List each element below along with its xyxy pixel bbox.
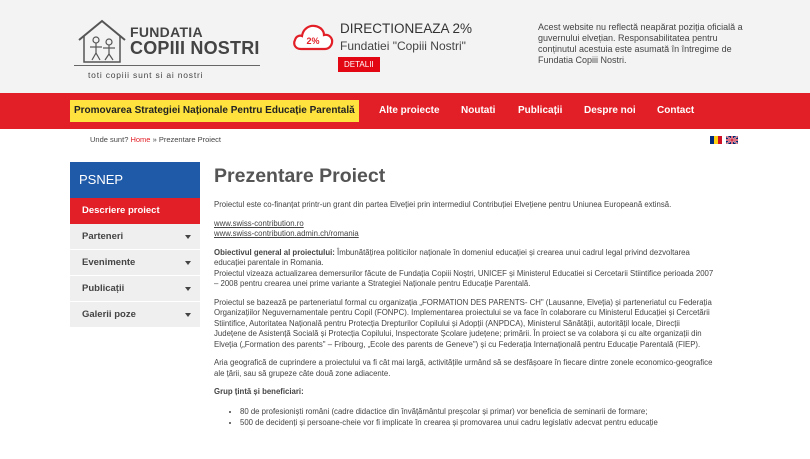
sidebar: [70, 162, 200, 328]
sidebar-item-publicatii[interactable]: [70, 276, 200, 302]
donate-badge: 2%: [306, 36, 320, 46]
sidebar-item-descriere-proiect[interactable]: Descriere proiect: [70, 198, 200, 224]
sidebar-item-galerii-poze[interactable]: [70, 302, 200, 328]
sidebar-item-label: Evenimente: [82, 257, 136, 268]
nav-item-strategie[interactable]: Promovarea Strategiei Naționale Pentru Educație Parentală: [70, 100, 359, 122]
donate-title: DIRECTIONEAZA 2%: [340, 21, 473, 36]
swiss-contribution-ro-link[interactable]: www.swiss-contribution.ro: [214, 218, 304, 228]
nav-item-noutati[interactable]: Noutati: [461, 105, 496, 116]
english-flag-icon[interactable]: [726, 136, 738, 144]
sidebar-item-parteneri[interactable]: [70, 224, 200, 250]
nav-item-alte-proiecte[interactable]: Alte proiecte: [379, 105, 440, 116]
house-children-icon: [76, 18, 128, 64]
breadcrumb-home-link[interactable]: Home: [130, 135, 151, 144]
sidebar-heading: PSNEP: [70, 162, 200, 198]
site-logo[interactable]: [70, 16, 265, 84]
breadcrumb-prefix: Unde sunt?: [90, 135, 129, 144]
caret-down-icon: [185, 261, 191, 265]
caret-down-icon: [185, 313, 191, 317]
site-header: [0, 0, 810, 93]
objective-label: Obiectivul general al proiectului:: [214, 247, 335, 257]
list-item: • 80 de profesioniști români (cadre didactice din învățământul preșcolar și primar) vor beneficia de seminarii de formare;: [240, 406, 714, 417]
links-block: [214, 219, 714, 240]
breadcrumb-separator: »: [152, 135, 157, 144]
caret-down-icon: [185, 287, 191, 291]
sidebar-item-label: Publicații: [82, 283, 125, 294]
swiss-contribution-admin-link[interactable]: www.swiss-contribution.admin.ch/romania: [214, 229, 359, 238]
intro-paragraph: Proiectul este co-finanțat printr-un grant din partea Elveției prin intermediul Contribuției Elvețiene pentru Uniunea Europeană extinsă.: [214, 200, 672, 209]
donate-banner[interactable]: [290, 20, 490, 75]
cloud-icon: [292, 22, 334, 52]
logo-divider: [74, 65, 260, 66]
breadcrumb: [90, 135, 221, 144]
nav-item-despre-noi[interactable]: Despre noi: [584, 105, 636, 116]
objective-text-continued: Proiectul vizeaza actualizarea demersurilor făcute de Fundația Copiii Noștri, UNICEF și Ministerul Educatiei si Cercetarii Stiintifice perioada 2007 – 2008 pentru crearea unei prime variante a Strategiei Naționale pentru Educație Parentală.: [214, 268, 714, 288]
logo-title-line2: COPIII NOSTRI: [130, 38, 260, 58]
target-group-heading: Grup țintă și beneficiari:: [214, 387, 304, 396]
language-switcher: [708, 135, 738, 144]
page-title: Prezentare Proiect: [214, 165, 386, 187]
romanian-flag-icon[interactable]: [710, 136, 722, 144]
main-nav: [0, 93, 810, 129]
area-paragraph: Aria geografică de cuprindere a proiectului va fi cât mai largă, activitățile urmând să se desfășoare în fiecare dintre zonele economico-geografice ale țării, sau să grupeze câte două zone adiacente.: [214, 358, 713, 378]
list-item: • 500 de decidenți și persoane-cheie vor fi implicate în crearea și promovarea unui cadru legislativ adecvat pentru educație: [240, 417, 714, 428]
logo-title-line1: FUNDATIA: [130, 24, 203, 40]
caret-down-icon: [185, 235, 191, 239]
main-content: [214, 165, 714, 428]
sidebar-item-label: Parteneri: [82, 231, 124, 242]
objective-text: Îmbunătățirea politicilor naționale în domeniul educației și crearea unui cadrul legal privind dezvoltarea educației parentale in Romania.: [214, 247, 690, 267]
disclaimer-text: Acest website nu reflectă neapărat poziția oficială a guvernului elvețian. Responsabilitatea pentru conținutul acestuia este asumată în întregime de Fundatia Copiii Nostri.: [538, 22, 743, 65]
breadcrumb-current: Prezentare Proiect: [158, 135, 221, 144]
donate-subtitle: Fundatiei "Copiii Nostri": [340, 39, 466, 53]
sidebar-item-evenimente[interactable]: [70, 250, 200, 276]
objective-paragraph: [214, 248, 714, 290]
nav-item-publicatii[interactable]: Publicații: [518, 105, 563, 116]
sidebar-item-label: Galerii poze: [82, 309, 136, 320]
beneficiaries-list: [240, 406, 714, 428]
partners-paragraph: Proiectul se bazează pe parteneriatul formal cu organizația „FORMATION DES PARENTS- CH" (Lausanne, Elveția) și parteneriatul cu Federația Organizațiilor Neguvernamentale pentru Copil (FONPC). Implementarea proiectului se va face în colaborare cu Ministerul Educației și Cercetării Stiintifice, Autoritatea Națională pentru Protecția Drepturilor Copilului și Adopții (ANPDCA), Ministerul Sănătății, autoritățil locale, Direcții Județene de Asistență Socială și Protecția Copilului, Inspectorate Școlare județene; primării. În proiect se va colabora și cu alte organizații din Elveția („Formation des parents" – Fribourg, „Ecole des parents de Geneve") și cu Federația Internațională pentru Educație Parentală (FIEP).: [214, 297, 712, 349]
logo-tagline: toti copiii sunt si ai nostri: [88, 70, 204, 80]
nav-item-contact[interactable]: Contact: [657, 105, 695, 116]
donate-details-button[interactable]: DETALII: [338, 57, 380, 72]
